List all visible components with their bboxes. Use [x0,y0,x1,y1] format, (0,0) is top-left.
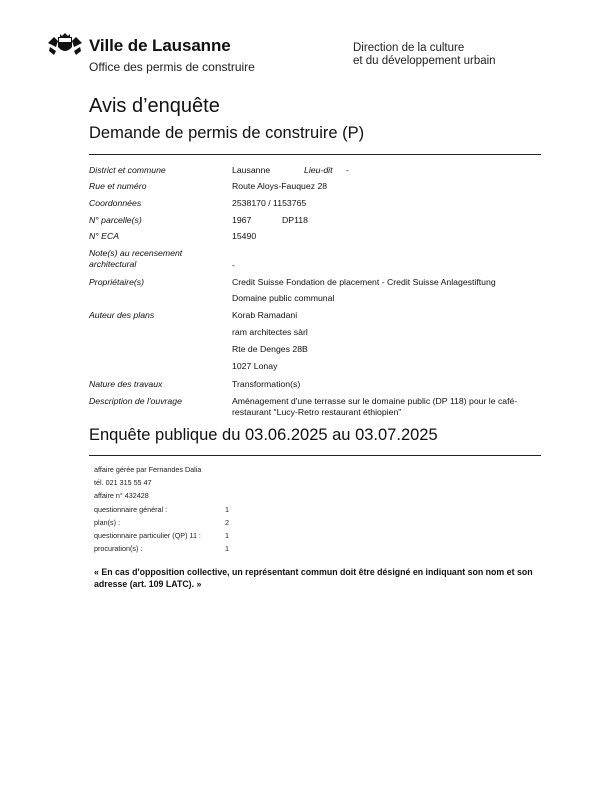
questionnaire-particulier [94,531,229,540]
auteur-value-2: ram architectes sàrl [232,327,308,337]
auteur-value-3: Rte de Denges 28B [232,344,308,354]
district-value: Lausanne [232,165,271,175]
field-label: Auteur des plans [89,310,155,320]
field-value: Route Aloys-Fauquez 28 [232,181,328,191]
affaire-geree: affaire gérée par Fernandes Dalia [94,465,202,474]
field-label: Propriétaire(s) [89,277,145,287]
field-value: Aménagement d'une terrasse sur le domaine public (DP 118) pour le café-restaurant "Lucy-Retro restaurant éthiopien" [232,396,518,417]
document-subtitle: Demande de permis de construire (P) [89,124,365,142]
field-value [232,215,544,226]
field-value: Transformation(s) [232,379,301,389]
divider [89,455,541,456]
procurations [94,544,229,553]
telephone: tél. 021 315 55 47 [94,478,152,487]
lieudit-value: - [346,165,349,175]
field-value [232,165,544,176]
department-line-1: Direction de la culture [353,42,465,54]
meta-label: questionnaire général : [94,505,168,514]
field-value [232,277,544,304]
field-label: N° parcelle(s) [89,215,142,225]
meta-count: 2 [225,518,229,527]
office-name: Office des permis de construire [89,60,255,74]
enquete-period: Enquête publique du 03.06.2025 au 03.07.2025 [89,426,438,444]
field-label: N° ECA [89,231,120,241]
meta-count: 1 [225,544,229,553]
proprietaire-value-2: Domaine public communal [232,293,335,303]
questionnaire-general [94,505,229,514]
meta-count: 1 [225,505,229,514]
field-label: Rue et numéro [89,181,147,191]
field-label: Coordonnées [89,198,142,208]
plans [94,518,229,527]
meta-label: procuration(s) : [94,544,143,553]
field-value [232,310,544,372]
auteur-value-4: 1027 Lonay [232,361,278,371]
affaire-number: affaire n° 432428 [94,491,149,500]
department-line-2: et du développement urbain [353,55,496,67]
parcelle-value-2: DP118 [282,215,308,225]
organization-name: Ville de Lausanne [89,36,231,55]
meta-count: 1 [225,531,229,540]
field-value: 15490 [232,231,257,241]
field-value: - [232,260,235,270]
meta-label: plan(s) : [94,518,120,527]
meta-label: questionnaire particulier (QP) 11 : [94,531,201,540]
field-label: Description de l'ouvrage [89,396,182,406]
field-label: Nature des travaux [89,379,163,389]
field-label: District et commune [89,165,166,175]
field-value: 2538170 / 1153765 [232,198,307,208]
lieudit-label: Lieu-dit [304,165,333,175]
auteur-value-1: Korab Ramadani [232,310,298,320]
divider [89,154,541,155]
department-name [353,42,496,68]
lausanne-coat-of-arms-icon [46,33,84,57]
document-title: Avis d’enquête [89,95,220,117]
field-label: Note(s) au recensement architectural [89,248,183,269]
parcelle-value-1: 1967 [232,215,252,225]
opposition-note: « En cas d'opposition collective, un représentant commun doit être désigné en indiquant son nom et son adresse (art. 109 LATC). » [94,567,533,589]
proprietaire-value-1: Credit Suisse Fondation de placement - Credit Suisse Anlagestiftung [232,277,496,287]
